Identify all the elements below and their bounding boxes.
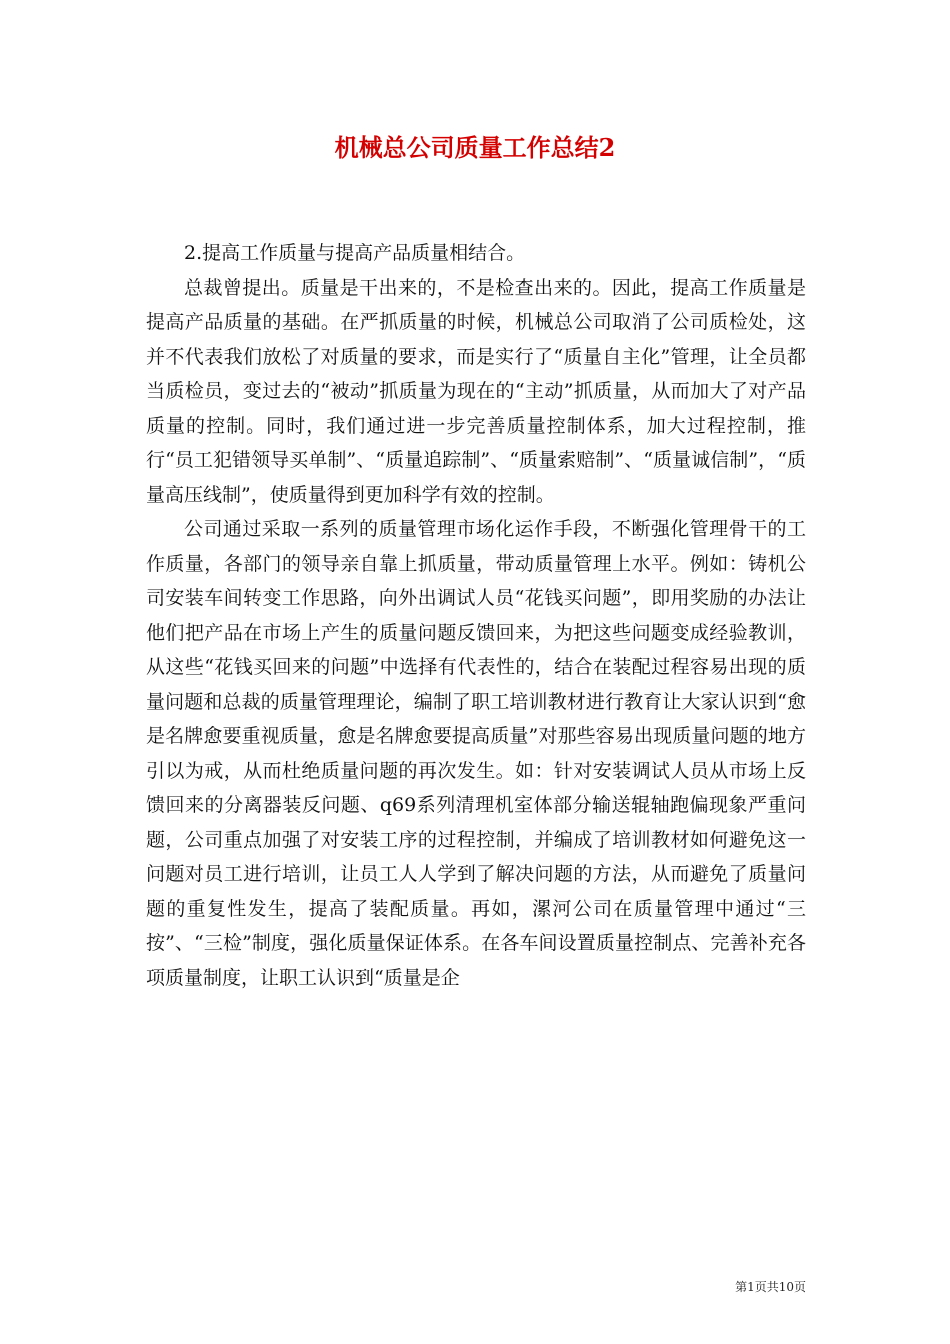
paragraph: 总裁曾提出。质量是干出来的，不是检查出来的。因此，提高工作质量是提高产品质量的基础。在严抓质量的时候，机械总公司取消了公司质检处，这并不代表我们放松了对质量的要求，而是实行了“质量自主化”管理，让全员都当质检员，变过去的“被动”抓质量为现在的“主动”抓质量，从而加大了对产品质量的控制。同时，我们通过进一步完善质量控制体系，加大过程控制，推行“员工犯错领导买单制”、“质量追踪制”、“质量索赔制”、“质量诚信制”，“质量高压线制”，使质量得到更加科学有效的控制。 (146, 276, 806, 506)
paragraph: 公司通过采取一系列的质量管理市场化运作手段，不断强化管理骨干的工作质量，各部门的领导亲自靠上抓质量，带动质量管理上水平。例如：铸机公司安装车间转变工作思路，向外出调试人员“花钱买问题”，即用奖励的办法让他们把产品在市场上产生的质量问题反馈回来，为把这些问题变成经验教训，从这些“花钱买回来的问题”中选择有代表性的，结合在装配过程容易出现的质量问题和总裁的质量管理理论，编制了职工培训教材进行教育让大家认识到“愈是名牌愈要重视质量，愈是名牌愈要提高质量”对那些容易出现质量问题的地方引以为戒，从而杜绝质量问题的再次发生。如：针对安装调试人员从市场上反馈回来的分离器装反问题、q69系列清理机室体部分输送辊轴跑偏现象严重问题，公司重点加强了对安装工序的过程控制，并编成了培训教材如何避免这一问题对员工进行培训，让员工人人学到了解决问题的方法，从而避免了质量问题的重复性发生，提高了装配质量。再如，漯河公司在质量管理中通过“三按”、“三检”制度，强化质量保证体系。在各车间设置质量控制点、完善补充各项质量制度，让职工认识到“质量是企 (146, 518, 806, 989)
page-number: 第1页共10页 (735, 1280, 806, 1294)
paragraph: 2.提高工作质量与提高产品质量相结合。 (184, 242, 526, 264)
document-body (146, 236, 806, 995)
document-title: 机械总公司质量工作总结2 (334, 133, 616, 162)
